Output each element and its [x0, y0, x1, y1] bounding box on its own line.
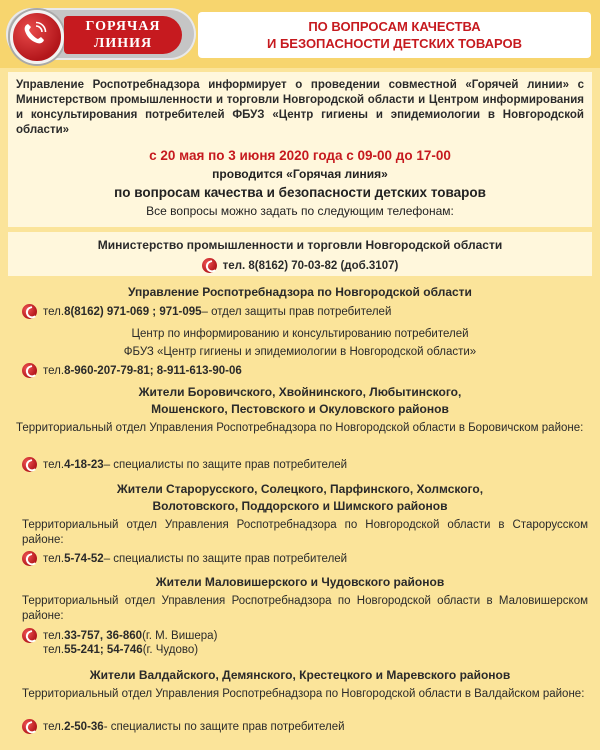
- page-title-line1: ПО ВОПРОСАМ КАЧЕСТВА: [308, 19, 481, 34]
- intro-section: [8, 72, 592, 227]
- phone-prefix: тел.: [43, 644, 65, 656]
- valday-desc: Территориальный отдел Управления Роспотребнадзора по Новгородской области в Валдайском районе:: [22, 688, 585, 700]
- borovichi-title-2: Мошенского, Пестовского и Окуловского районов: [151, 402, 449, 416]
- malovishera-phone-row-2: [43, 644, 198, 656]
- starorusskiy-title-2: Волотовского, Поддорского и Шимского районов: [152, 499, 448, 513]
- phone-prefix: тел.: [43, 720, 65, 733]
- phone-prefix: тел.: [43, 364, 65, 377]
- phone-desc: (г. М. Вишера): [142, 629, 218, 642]
- page-title-line2: И БЕЗОПАСНОСТИ ДЕТСКИХ ТОВАРОВ: [267, 36, 522, 51]
- phone-prefix: тел.: [43, 629, 65, 642]
- malovishera-phone-2[interactable]: 55-241; 54-746: [64, 644, 143, 656]
- malovishera-title: Жители Маловишерского и Чудовского районов: [155, 575, 445, 589]
- phone-desc: (г. Чудово): [142, 644, 199, 656]
- center-phone-row: [22, 363, 242, 378]
- hotline-ask: Все вопросы можно задать по следующим телефонам:: [146, 204, 454, 218]
- starorusskiy-section: [0, 481, 600, 565]
- malovishera-phone-1[interactable]: 33-757, 36-860: [64, 629, 143, 642]
- ministry-phone[interactable]: тел. 8(8162) 70-03-82 (доб.3107): [222, 259, 399, 272]
- rospotreb-phone[interactable]: 8(8162) 971-069 ; 971-095: [64, 305, 202, 318]
- intro-text: Управление Роспотребнадзора информирует о проведении совместной «Горячей линии» с Министерством промышленности и торговли Новгородской области и Центром информирования и консультирования потребителей ФБУЗ «Центр гигиены и эпидемиологии в Новгородской области»: [16, 79, 584, 136]
- ministry-title: Министерство промышленности и торговли Новгородской области: [97, 238, 503, 252]
- center-line1: Центр по информированию и консультированию потребителей: [131, 328, 469, 340]
- rospotreb-title: Управление Роспотребнадзора по Новгородской области: [128, 285, 472, 299]
- phone-icon: [22, 628, 37, 643]
- malovishera-desc: Территориальный отдел Управления Роспотребнадзора по Новгородской области в Маловишерском районе:: [22, 595, 588, 622]
- borovichi-phone[interactable]: 4-18-23: [64, 458, 104, 471]
- hotline-label-line2: ЛИНИЯ: [93, 36, 153, 51]
- borovichi-desc: Территориальный отдел Управления Роспотребнадзора по Новгородской области в Боровичском районе:: [16, 422, 584, 434]
- phone-icon: [10, 10, 64, 64]
- ministry-section: [8, 232, 592, 276]
- hotline-dates: с 20 мая по 3 июня 2020 года с 09-00 до 17-00: [149, 148, 451, 163]
- phone-desc: – отдел защиты прав потребителей: [201, 305, 392, 318]
- borovichi-section: [0, 384, 600, 471]
- phone-desc: - специалисты по защите прав потребителей: [103, 720, 345, 733]
- hotline-label-line1: ГОРЯЧАЯ: [85, 19, 161, 34]
- center-line2: ФБУЗ «Центр гигиены и эпидемиологии в Новгородской области»: [123, 346, 477, 358]
- valday-title: Жители Валдайского, Демянского, Крестецкого и Маревского районов: [89, 668, 511, 682]
- hotline-label: [64, 16, 182, 54]
- phone-prefix: тел.: [43, 305, 65, 318]
- ministry-phone-row: [8, 258, 592, 273]
- malovishera-section: [0, 574, 600, 656]
- hotline-held: проводится «Горячая линия»: [212, 167, 388, 181]
- starorusskiy-phone[interactable]: 5-74-52: [64, 552, 104, 565]
- starorusskiy-title-1: Жители Старорусского, Солецкого, Парфинского, Холмского,: [116, 482, 484, 496]
- phone-prefix: тел.: [43, 552, 65, 565]
- rospotreb-phone-row: [22, 304, 391, 319]
- phone-prefix: тел.: [43, 458, 65, 471]
- starorusskiy-desc: Территориальный отдел Управления Роспотребнадзора по Новгородской области в Старорусском районе:: [22, 519, 588, 546]
- starorusskiy-phone-row: [22, 551, 347, 566]
- valday-phone[interactable]: 2-50-36: [64, 720, 104, 733]
- phone-icon: [22, 363, 37, 378]
- borovichi-title-1: Жители Боровичского, Хвойнинского, Любытинского,: [138, 385, 462, 399]
- hotline-topic: по вопросам качества и безопасности детских товаров: [114, 185, 486, 200]
- phone-icon: [22, 457, 37, 472]
- valday-section: [0, 667, 600, 733]
- phone-icon: [22, 551, 37, 566]
- malovishera-phone-row-1: [22, 628, 217, 643]
- rospotreb-section: [0, 284, 600, 318]
- borovichi-phone-row: [22, 457, 347, 472]
- phone-icon: [202, 258, 217, 273]
- center-section: [0, 327, 600, 377]
- page-title: [198, 12, 591, 58]
- phone-icon: [22, 304, 37, 319]
- valday-phone-row: [22, 719, 345, 734]
- phone-desc: – специалисты по защите прав потребителей: [103, 552, 348, 565]
- phone-desc: – специалисты по защите прав потребителей: [103, 458, 348, 471]
- center-phone[interactable]: 8-960-207-79-81; 8-911-613-90-06: [64, 364, 242, 377]
- phone-icon: [22, 719, 37, 734]
